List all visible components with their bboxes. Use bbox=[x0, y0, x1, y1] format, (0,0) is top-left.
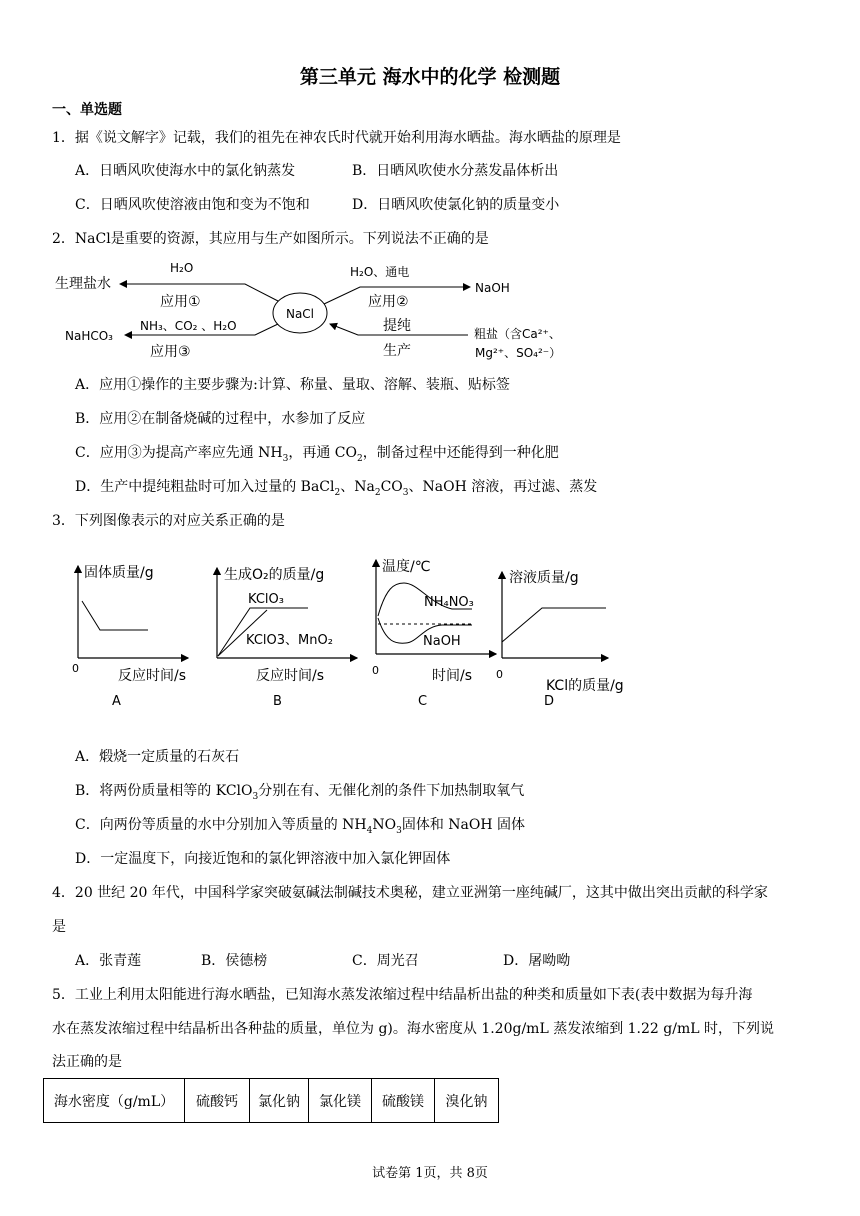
q1-option-a: A．日晒风吹使海水中的氯化钠蒸发 bbox=[75, 163, 296, 179]
page-title: 第三单元 海水中的化学 检测题 bbox=[299, 66, 561, 88]
svg-text:A: A bbox=[112, 694, 121, 709]
produce-label: 生产 bbox=[383, 343, 411, 359]
q3-stem: 3．下列图像表示的对应关系正确的是 bbox=[52, 513, 285, 529]
table-header-cell: 海水密度（g/mL） bbox=[44, 1079, 185, 1123]
svg-text:0: 0 bbox=[496, 668, 503, 681]
q3-option-c: C．向两份等质量的水中分别加入等质量的 $NH_4NO_3$固体和 NaOH 固体 bbox=[75, 817, 526, 836]
q5-stem-line1: 5．工业上利用太阳能进行海水晒盐，已知海水蒸发浓缩过程中结晶析出盐的种类和质量如下表(表中数据为每升海 bbox=[52, 987, 753, 1003]
graph-d-curve bbox=[502, 608, 606, 642]
table-header-cell: 氯化镁 bbox=[309, 1079, 372, 1123]
electrolysis-reagent-label: H₂O、通电 bbox=[350, 265, 410, 279]
table-header-cell: 硫酸钙 bbox=[185, 1079, 250, 1123]
app2-label: 应用② bbox=[368, 294, 409, 310]
svg-text:NaOH: NaOH bbox=[423, 634, 461, 649]
svg-text:D: D bbox=[544, 694, 555, 709]
svg-text:C: C bbox=[418, 694, 428, 709]
svg-text:0: 0 bbox=[72, 662, 79, 675]
graph-c bbox=[372, 558, 496, 709]
q5-stem-line3: 法正确的是 bbox=[52, 1054, 122, 1070]
graph-b bbox=[217, 566, 357, 709]
nacl-label: NaCl bbox=[285, 307, 315, 321]
table-header-cell: 硫酸镁 bbox=[372, 1079, 435, 1123]
svg-text:NH₄NO₃: NH₄NO₃ bbox=[424, 595, 474, 610]
nahco3-label: NaHCO₃ bbox=[65, 329, 113, 343]
svg-text:温度/℃: 温度/℃ bbox=[382, 559, 431, 575]
q2-stem: 2．NaCl是重要的资源，其应用与生产如图所示。下列说法不正确的是 bbox=[52, 231, 489, 247]
graph-a-curve bbox=[82, 601, 148, 630]
q2-option-c: C．应用③为提高产率应先通 $NH_3$，再通 $CO_2$，制备过程中还能得到一种化肥 bbox=[75, 445, 559, 464]
q4-option-c: C．周光召 bbox=[352, 953, 419, 969]
section-heading: 一、单选题 bbox=[52, 102, 122, 118]
h2o-reagent-label: H₂O bbox=[170, 261, 194, 275]
table-header-cell: 溴化钠 bbox=[435, 1079, 499, 1123]
q1-option-d: D．日晒风吹使氯化钠的质量变小 bbox=[352, 197, 560, 213]
app3-label: 应用③ bbox=[150, 344, 191, 360]
q4-option-d: D．屠呦呦 bbox=[503, 953, 571, 969]
q4-option-b: B．侯德榜 bbox=[201, 953, 268, 969]
q2-option-b: B．应用②在制备烧碱的过程中，水参加了反应 bbox=[75, 411, 366, 427]
svg-text:0: 0 bbox=[372, 664, 379, 677]
table-header-cell: 氯化钠 bbox=[250, 1079, 309, 1123]
q3-option-a: A．煅烧一定质量的石灰石 bbox=[75, 749, 240, 765]
q4-stem-line1: 4．20 世纪 20 年代，中国科学家突破氨碱法制碱技术奥秘，建立亚洲第一座纯碱厂，这其中做出突出贡献的科学家 bbox=[52, 885, 768, 901]
naoh-label: NaOH bbox=[475, 281, 510, 295]
q1-option-c: C．日晒风吹使溶液由饱和变为不饱和 bbox=[75, 197, 310, 213]
q3-option-d: D．一定温度下，向接近饱和的氯化钾溶液中加入氯化钾固体 bbox=[75, 851, 451, 867]
page-footer: 试卷第 1页，共 8页 bbox=[372, 1166, 488, 1181]
svg-text:反应时间/s: 反应时间/s bbox=[256, 668, 325, 684]
q1-option-b: B．日晒风吹使水分蒸发晶体析出 bbox=[352, 163, 559, 179]
crude-salt-label-1: 粗盐（含Ca²⁺、 bbox=[474, 327, 561, 341]
svg-text:生成O₂的质量/g: 生成O₂的质量/g bbox=[224, 567, 325, 583]
salt-table bbox=[43, 1078, 499, 1123]
nh3-reagent-label: NH₃、CO₂ 、H₂O bbox=[140, 319, 237, 333]
svg-text:反应时间/s: 反应时间/s bbox=[118, 668, 187, 684]
table-header-row bbox=[44, 1079, 499, 1123]
q3-option-b: B．将两份质量相等的 KClO$_3$分别在有、无催化剂的条件下加热制取氧气 bbox=[75, 783, 525, 802]
svg-text:KClO₃: KClO₃ bbox=[248, 592, 284, 607]
svg-text:溶液质量/g: 溶液质量/g bbox=[509, 570, 579, 586]
q2-option-d: D．生产中提纯粗盐时可加入过量的 BaCl$_2$、$Na_2CO_3$、NaOH 溶液，再过滤、蒸发 bbox=[75, 479, 598, 498]
q5-stem-line2: 水在蒸发浓缩过程中结晶析出各种盐的质量，单位为 g)。海水密度从 1.20g/mL 蒸发浓缩到 1.22 g/mL 时，下列说 bbox=[52, 1021, 774, 1037]
svg-text:B: B bbox=[273, 694, 282, 709]
svg-text:KCl的质量/g: KCl的质量/g bbox=[546, 678, 624, 694]
svg-text:KClO3、MnO₂: KClO3、MnO₂ bbox=[246, 633, 333, 648]
svg-text:时间/s: 时间/s bbox=[432, 668, 473, 684]
saline-label: 生理盐水 bbox=[55, 276, 111, 292]
app1-label: 应用① bbox=[160, 294, 201, 310]
graph-a bbox=[72, 564, 188, 709]
graph-b-line-catalyst bbox=[218, 608, 308, 656]
q2-option-a: A．应用①操作的主要步骤为:计算、称量、量取、溶解、装瓶、贴标签 bbox=[75, 377, 510, 393]
crude-salt-label-2: Mg²⁺、SO₄²⁻） bbox=[475, 346, 562, 360]
q4-option-a: A．张青莲 bbox=[75, 953, 142, 969]
svg-text:固体质量/g: 固体质量/g bbox=[84, 565, 154, 581]
graph-d bbox=[496, 569, 624, 709]
q4-stem-line2: 是 bbox=[52, 919, 66, 935]
nacl-flow-diagram bbox=[50, 256, 610, 364]
q1-stem: 1．据《说文解字》记载，我们的祖先在神农氏时代就开始利用海水晒盐。海水晒盐的原理是 bbox=[52, 130, 621, 146]
q3-graphs bbox=[60, 548, 660, 716]
purify-label: 提纯 bbox=[383, 318, 411, 334]
